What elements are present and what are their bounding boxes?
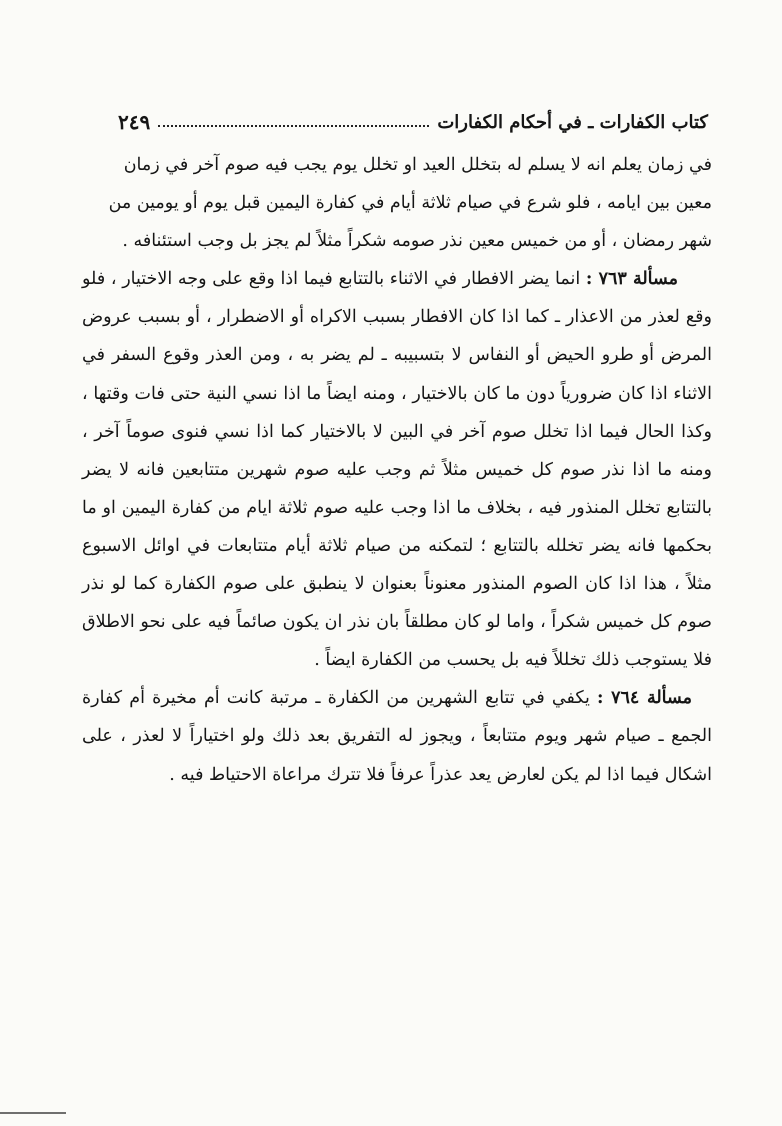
paragraph-continuation: في زمان يعلم انه لا يسلم له بتخلل العيد او تخلل يوم يجب فيه صوم آخر في زمان معين بين ايامه ، فلو شرع في صيام ثلاثة أيام في كفارة اليمين قبل يوم أو يومين من شهر رمضان ، أو من خميس معين نذر صومه شكراً مثلاً لم يجز بل وجب استئنافه . <box>108 155 712 252</box>
issue-label-764: مسألة ٧٦٤ : <box>596 688 692 709</box>
page-number: ٢٤٩ <box>118 110 151 134</box>
paragraph-issue-763 <box>82 260 712 679</box>
header-title: كتاب الكفارات ـ في أحكام الكفارات <box>437 111 708 133</box>
issue-text-764: يكفي في تتابع الشهرين من الكفارة ـ مرتبة كانت أم مخيرة أم كفارة الجمع ـ صيام شهر ويوم متتابعاً ، ويجوز له التفريق بعد ذلك ولو اختياراً لا لعذر ، على اشكال فيما اذا لم يكن لعارض يعد عذراً عرفاً فلا تترك مراعاة الاحتياط فيه . <box>82 688 712 785</box>
running-header <box>118 100 708 144</box>
issue-text-763: انما يضر الافطار في الاثناء بالتتابع فيما اذا وقع على وجه الاختيار ، فلو وقع لعذر من الاعذار ـ كما اذا كان الافطار بسبب الاكراه أو الاضطرار ، أو بسبب عروض المرض أو طرو الحيض أو النفاس لا بتسبيبه ـ لم يضر به ، ومن العذر وقوع السفر في الاثناء اذا كان ضرورياً دون ما كان بالاختيار ، ومنه ايضاً ما اذا نسي النية حتى فات وقتها ، وكذا الحال فيما اذا تخلل صوم آخر في البين لا بالاختيار كما اذا نسي فنوى صوماً آخر ، ومنه ما اذا نذر صوم كل خميس مثلاً ثم وجب عليه صوم شهرين متتابعين فانه لا يضر بالتتابع تخلل المنذور فيه ، بخلاف ما اذا وجب عليه صوم ثلاثة ايام من كفارة اليمين او ما بحكمها فانه يضر تخلله بالتتابع ؛ لتمكنه من صيام ثلاثة أيام متتابعات في اوائل الاسبوع مثلاً ، هذا اذا كان الصوم المنذور معنوناً بعنوان لا ينطبق على صوم الكفارة كما لو نذر صوم كل خميس شكراً ، واما لو كان مطلقاً بان نذر ان يكون صائماً فيه على نحو الاطلاق فلا يستوجب ذلك تخللاً فيه بل يحسب من الكفارة ايضاً . <box>82 269 712 671</box>
paragraph-issue-764 <box>82 679 712 793</box>
issue-label-763: مسألة ٧٦٣ : <box>585 269 679 290</box>
page-body <box>82 146 712 794</box>
scan-edge-line <box>0 1112 66 1114</box>
header-leader-dots <box>158 125 429 127</box>
